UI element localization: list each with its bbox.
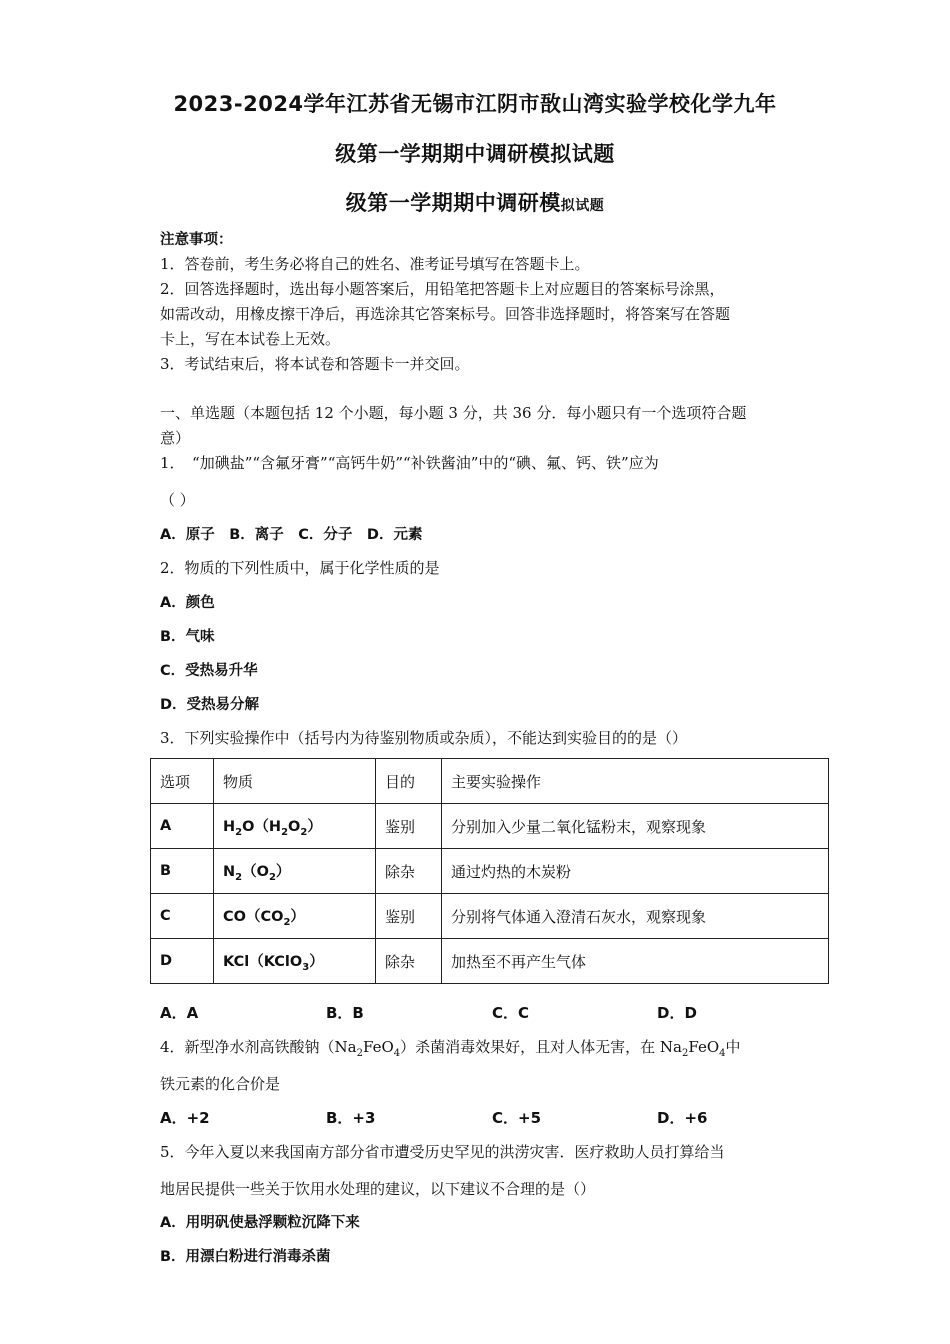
table-row [151, 849, 829, 894]
q2-option-c: C．受热易升华 [160, 663, 258, 679]
table-cell-option: C [151, 894, 214, 939]
notice-item-3: 3．考试结束后，将本试卷和答题卡一并交回。 [160, 355, 470, 373]
q2-option-a: A．颜色 [160, 595, 215, 611]
table-header-cell: 选项 [151, 759, 214, 804]
q3-stem: 3．下列实验操作中（括号内为待鉴别物质或杂质），不能达到实验目的的是（） [160, 729, 688, 747]
q5-stem-b: 地居民提供一些关于饮用水处理的建议，以下建议不合理的是（） [160, 1180, 596, 1198]
table-cell-goal: 鉴别 [376, 894, 442, 939]
q4-option-c: C．+5 [492, 1109, 542, 1127]
notice-heading: 注意事项： [160, 232, 233, 248]
q3-option-d: D．D [657, 1004, 697, 1022]
q3-experiment-table [150, 758, 829, 984]
q4-stem-a: 4．新型净水剂高铁酸钠$(Na_2FeO_4)$杀菌消毒效果好，且对人体无害，在 $Na_2FeO_4$中 [160, 1038, 741, 1059]
q5-option-b: B．用漂白粉进行消毒杀菌 [160, 1249, 331, 1265]
page-title-line1: 2023-2024学年江苏省无锡市江阴市敔山湾实验学校化学九年 [173, 92, 777, 116]
table-row [151, 804, 829, 849]
notice-item-2a: 2．回答选择题时，选出每小题答案后，用铅笔把答题卡上对应题目的答案标号涂黑， [160, 280, 725, 298]
q5-option-a: A．用明矾使悬浮颗粒沉降下来 [160, 1215, 360, 1231]
page-title-line2: 级第一学期期中调研模拟试题 [335, 142, 615, 166]
table-cell-option: D [151, 939, 214, 984]
table-cell-goal: 鉴别 [376, 804, 442, 849]
q1-stem-b: （ ） [160, 491, 195, 509]
q2-option-b: B．气味 [160, 629, 215, 645]
notice-item-2c: 卡上，写在本试卷上无效。 [160, 330, 341, 348]
q2-stem: 2．物质的下列性质中，属于化学性质的是 [160, 559, 440, 577]
q4-stem-b: 铁元素的化合价是 [160, 1075, 281, 1093]
table-row [151, 894, 829, 939]
table-cell-substance: $N_2(O_2)$ [214, 849, 376, 894]
table-cell-goal: 除杂 [376, 849, 442, 894]
table-row [151, 939, 829, 984]
table-cell-substance: KCl（KClO$_3$） [214, 939, 376, 984]
q4-option-b: B．+3 [326, 1109, 376, 1127]
page-title-line3 [0, 187, 950, 217]
table-cell-option: B [151, 849, 214, 894]
notice-item-1: 1．答卷前，考生务必将自己的姓名、准考证号填写在答题卡上。 [160, 255, 590, 273]
table-header-row [151, 759, 829, 804]
q3-option-b: B．B [326, 1004, 364, 1022]
table-cell-operation: 通过灼热的木炭粉 [442, 849, 829, 894]
section-heading-a: 一、单选题（本题包括 12 个小题，每小题 3 分，共 36 分．每小题只有一个选项符合题 [160, 404, 747, 422]
q5-stem-a: 5．今年入夏以来我国南方部分省市遭受历史罕见的洪涝灾害．医疗救助人员打算给当 [160, 1143, 725, 1161]
table-cell-substance: $H_2O(H_2O_2)$ [214, 804, 376, 849]
q3-option-c: C．C [492, 1004, 530, 1022]
table-header-cell: 主要实验操作 [442, 759, 829, 804]
table-cell-substance: $CO(CO_2)$ [214, 894, 376, 939]
table-header-cell: 物质 [214, 759, 376, 804]
q4-option-a: A．+2 [160, 1109, 210, 1127]
page-title-line3-main: 级第一学期期中调研模 [345, 191, 561, 215]
table-header-cell: 目的 [376, 759, 442, 804]
q4-option-d: D．+6 [657, 1109, 708, 1127]
table-cell-goal: 除杂 [376, 939, 442, 984]
section-heading-b: 意） [160, 429, 191, 447]
page-title-line3-small: 拟试题 [560, 198, 605, 214]
table-cell-operation: 加热至不再产生气体 [442, 939, 829, 984]
q3-option-a: A．A [160, 1004, 199, 1022]
table-cell-operation: 分别将气体通入澄清石灰水，观察现象 [442, 894, 829, 939]
q1-stem-a: 1． “加碘盐”“含氟牙膏”“高钙牛奶”“补铁酱油”中的“碘、氟、钙、铁”应为 [160, 454, 659, 472]
q2-option-d: D．受热易分解 [160, 697, 260, 713]
table-cell-option: A [151, 804, 214, 849]
table-cell-operation: 分别加入少量二氧化锰粉末，观察现象 [442, 804, 829, 849]
q1-options: A．原子 B．离子 C．分子 D．元素 [160, 527, 423, 543]
notice-item-2b: 如需改动，用橡皮擦干净后，再选涂其它答案标号。回答非选择题时，将答案写在答题 [160, 305, 731, 323]
